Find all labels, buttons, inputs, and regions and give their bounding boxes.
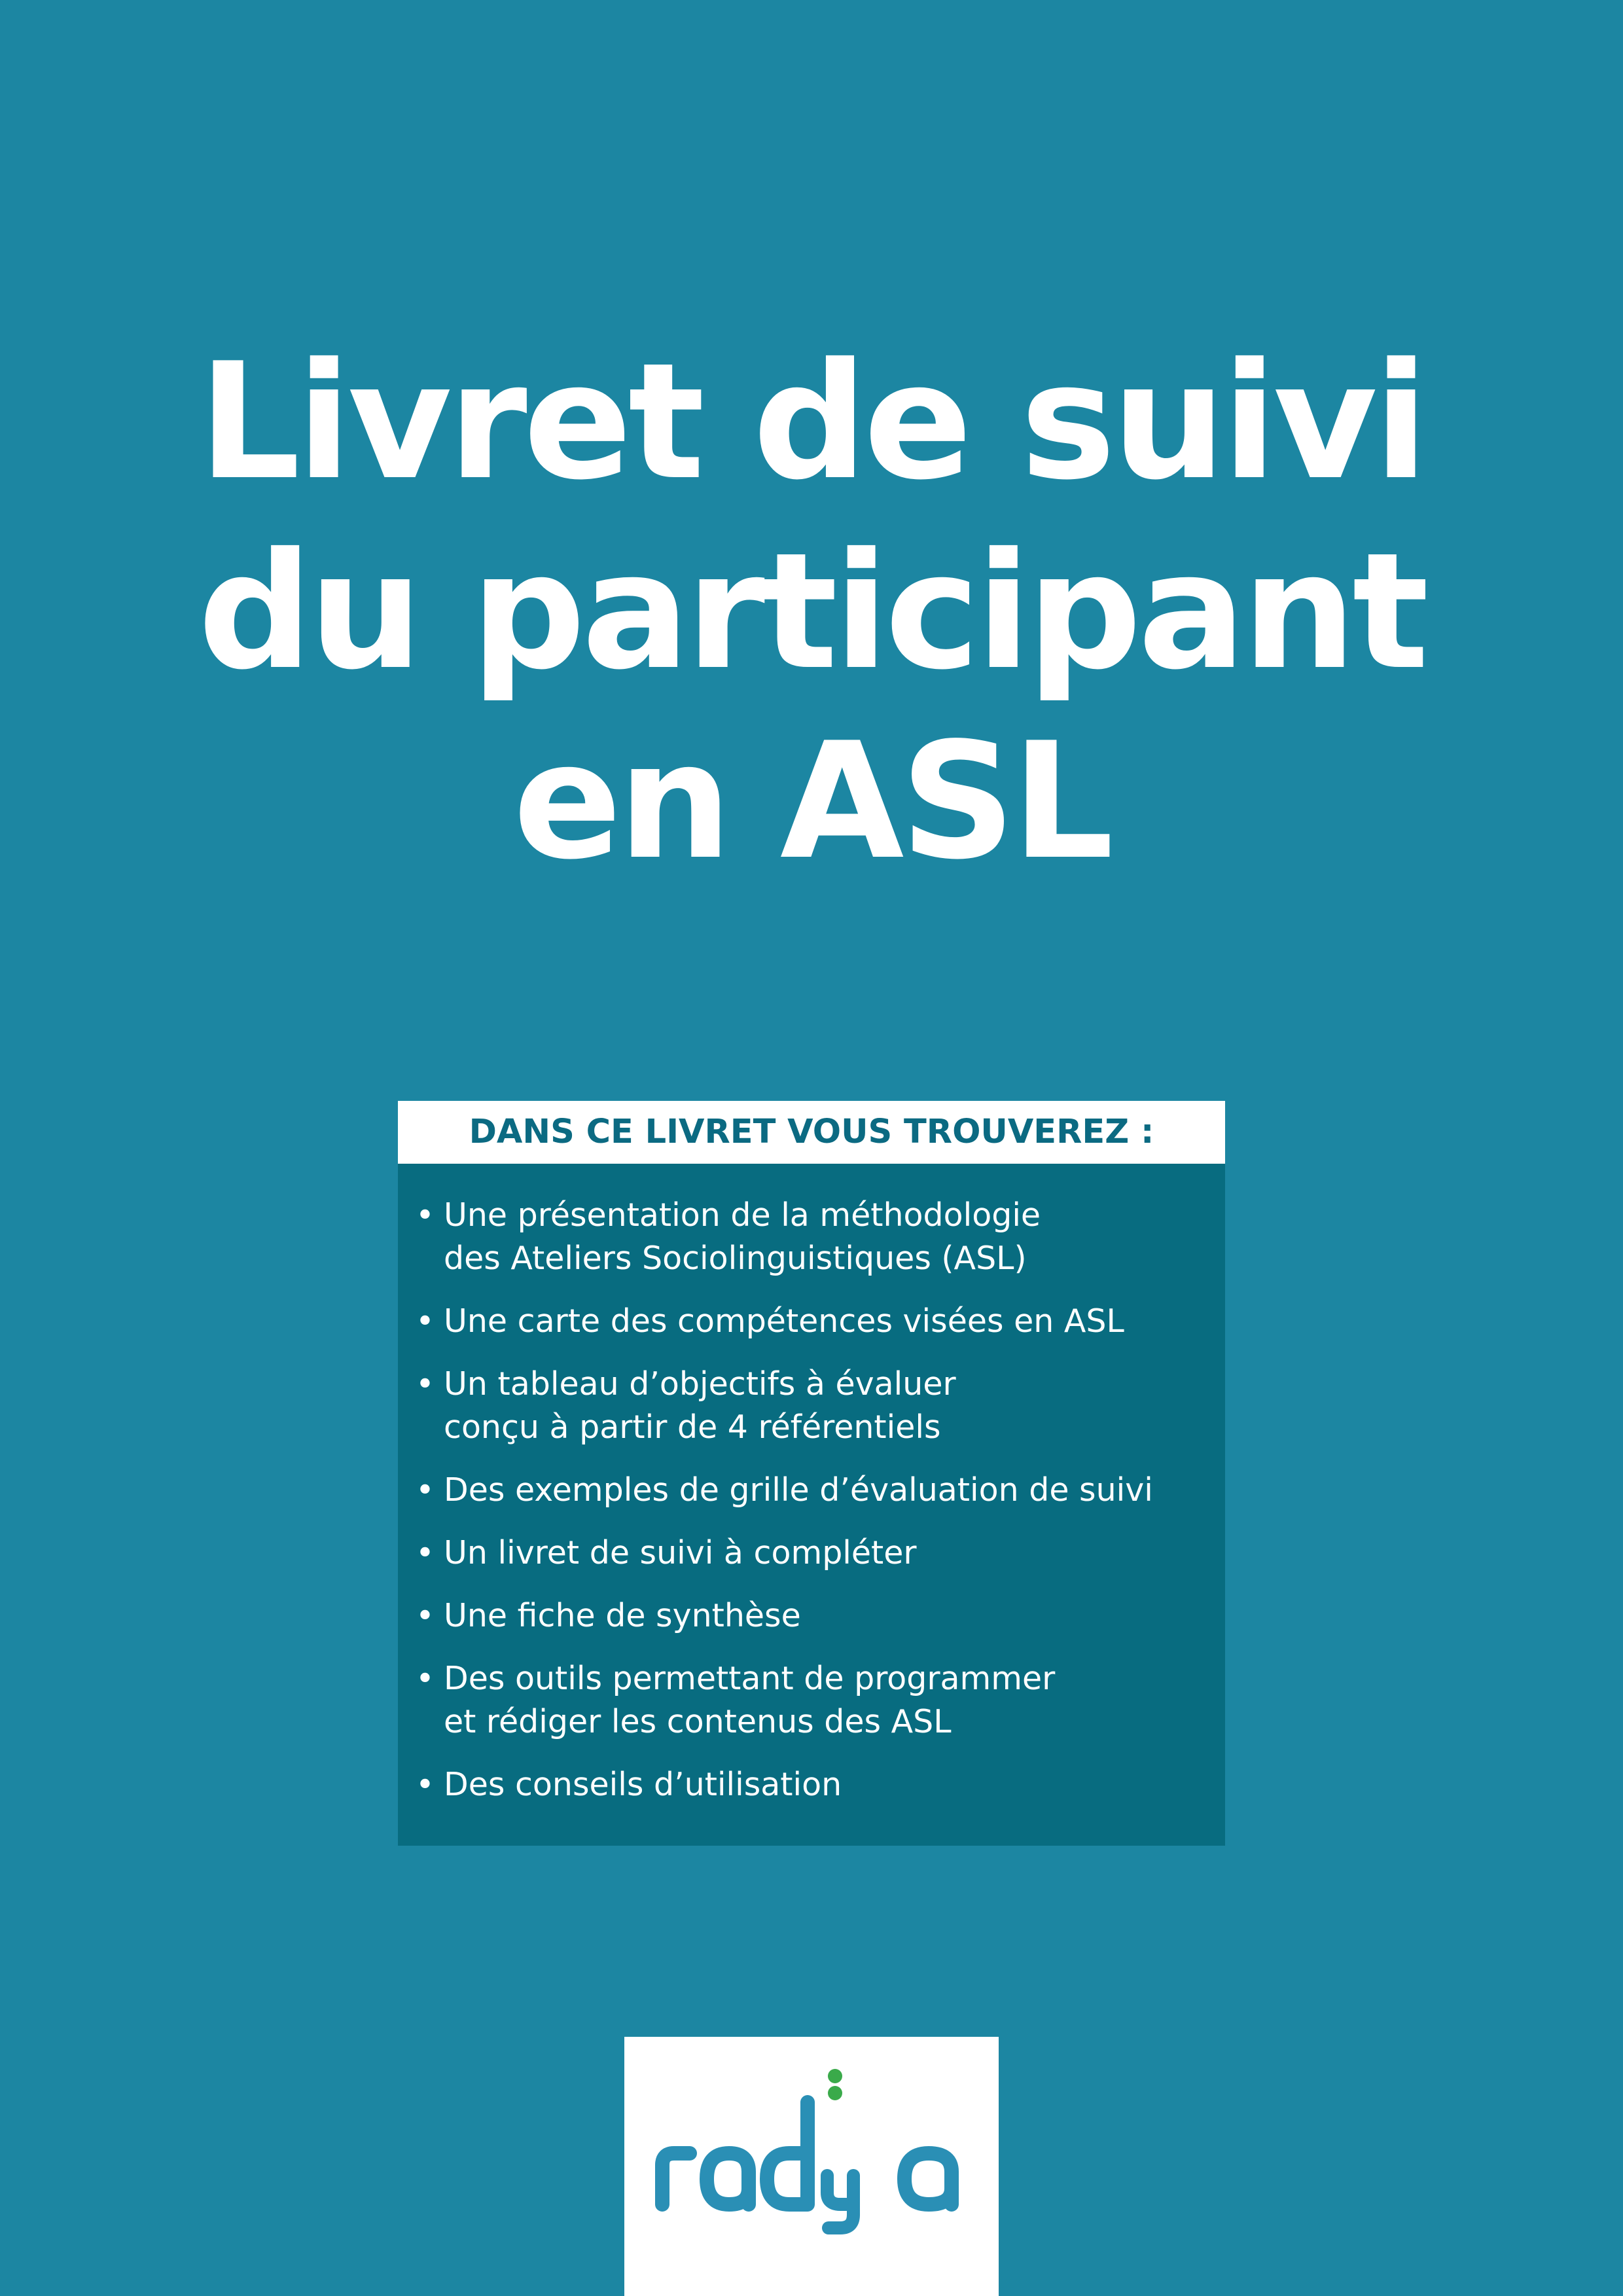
bullet-icon: • (416, 1302, 435, 1340)
list-item (398, 1657, 1225, 1744)
title-line-1: Livret de suivi (198, 329, 1425, 515)
title-line-3: en ASL (512, 708, 1111, 895)
list-item (398, 1532, 1225, 1575)
list-item (398, 1469, 1225, 1512)
list-item-line: Un tableau d’objectifs à évaluer (444, 1365, 956, 1403)
list-item-line: Un livret de suivi à compléter (444, 1534, 917, 1571)
contents-heading: DANS CE LIVRET VOUS TROUVEREZ : (398, 1101, 1225, 1164)
logo-letter-r (662, 2153, 690, 2204)
document-title (0, 327, 1623, 897)
bullet-icon: • (416, 1597, 435, 1634)
list-item (398, 1194, 1225, 1280)
list-item (398, 1300, 1225, 1343)
list-item-line: Des conseils d’utilisation (444, 1766, 842, 1803)
list-item-line: Des outils permettant de programmer (444, 1660, 1056, 1697)
bullet-icon: • (416, 1196, 435, 1234)
logo-letter-a-2 (904, 2153, 952, 2204)
logo-letter-a (707, 2153, 749, 2204)
logo-green-dot-bottom (828, 2086, 842, 2100)
list-item-line: Des exemples de grille d’évaluation de suivi (444, 1471, 1153, 1509)
list-item (398, 1363, 1225, 1449)
contents-box (398, 1101, 1225, 1846)
bullet-icon: • (416, 1365, 435, 1403)
logo-card (624, 2037, 999, 2296)
bullet-icon: • (416, 1471, 435, 1509)
logo-letter-y (827, 2176, 853, 2228)
bullet-icon: • (416, 1534, 435, 1571)
logo-green-dot-top (828, 2069, 842, 2083)
bullet-icon: • (416, 1766, 435, 1803)
logo-letter-d (767, 2102, 808, 2204)
list-item-line: Une présentation de la méthodologie (444, 1196, 1041, 1234)
list-item-line: conçu à partir de 4 référentiels (444, 1408, 941, 1446)
list-item-line: des Ateliers Sociolinguistiques (ASL) (444, 1240, 1027, 1277)
list-item-line: Une carte des compétences visées en ASL (444, 1302, 1124, 1340)
list-item-line: Une fiche de synthèse (444, 1597, 801, 1634)
bullet-icon: • (416, 1660, 435, 1697)
title-line-2: du participant (198, 518, 1425, 705)
list-item-line: et rédiger les contenus des ASL (444, 1703, 952, 1740)
list-item (398, 1763, 1225, 1806)
radya-logo (624, 2037, 999, 2296)
contents-list (398, 1194, 1225, 1826)
list-item (398, 1594, 1225, 1638)
